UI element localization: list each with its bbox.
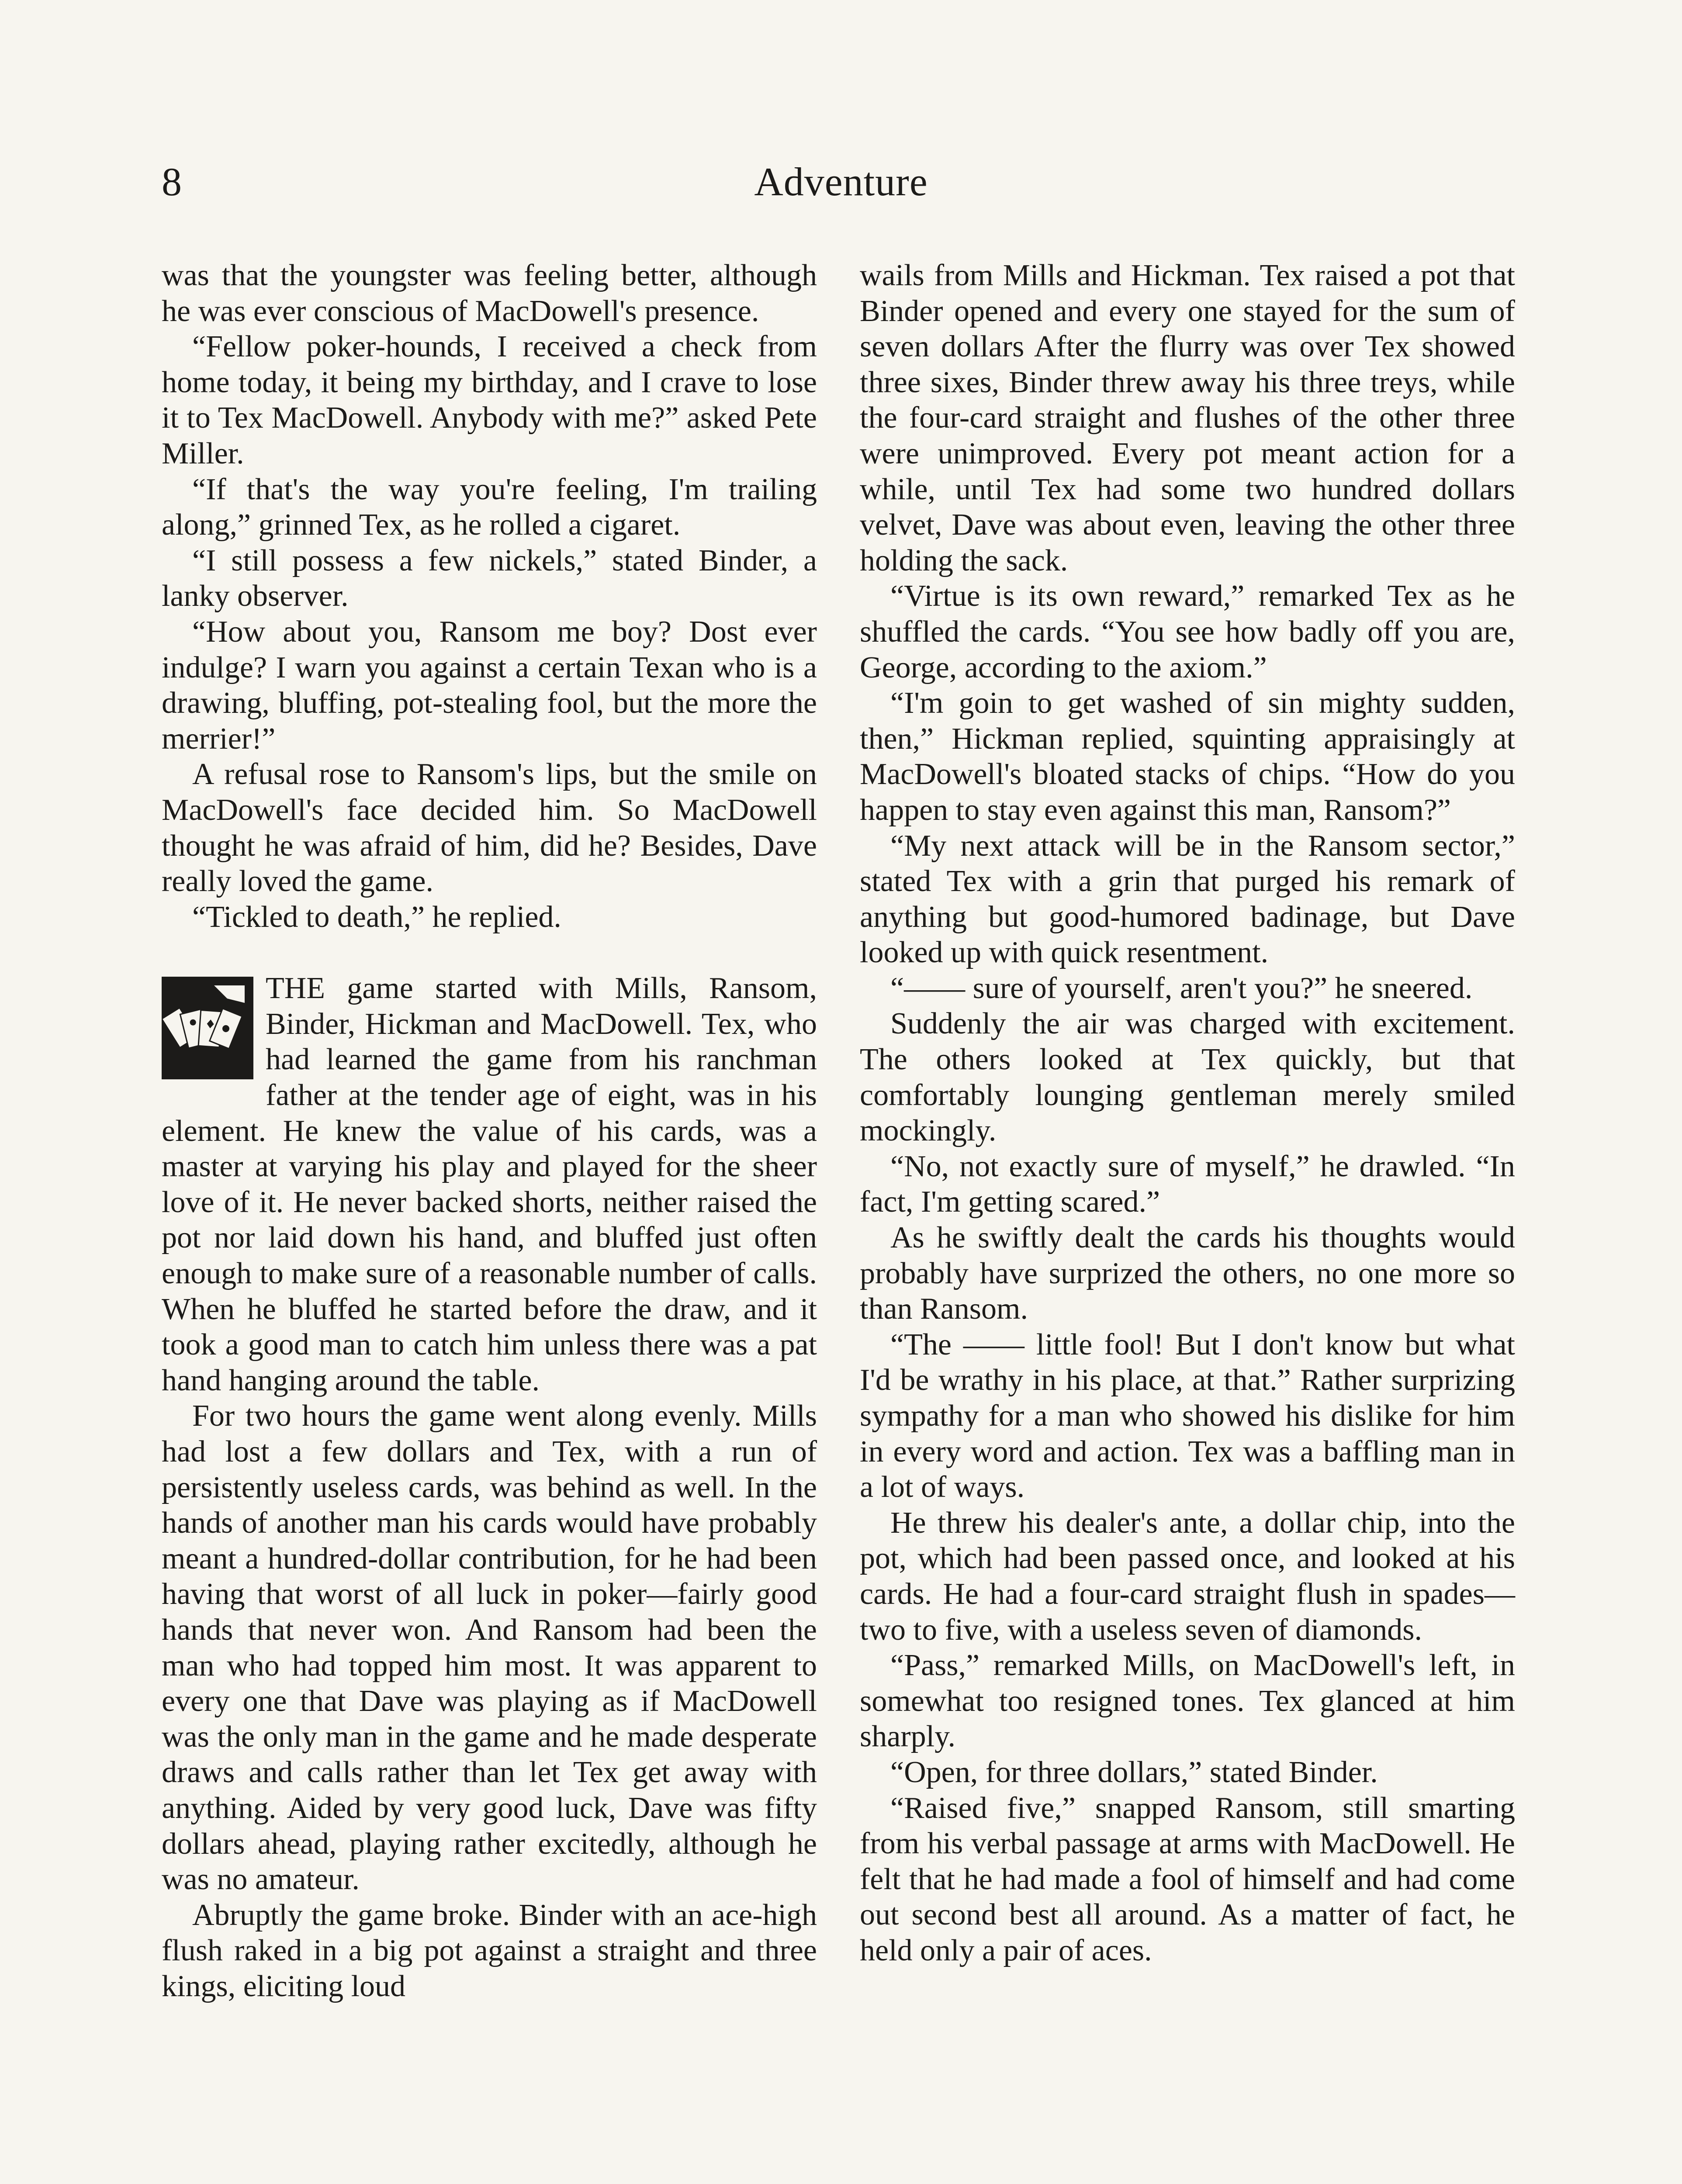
running-head: Adventure bbox=[754, 159, 928, 204]
paragraph: Abruptly the game broke. Binder with an ace-high flush raked in a big pot against a straight and three kings, eliciting loud bbox=[162, 1898, 817, 2003]
paragraph: “I still possess a few nickels,” stated Binder, a lanky observer. bbox=[162, 543, 817, 613]
paragraph: “No, not exactly sure of myself,” he drawled. “In fact, I'm getting scared.” bbox=[860, 1149, 1515, 1219]
paragraph: wails from Mills and Hickman. Tex raised a pot that Binder opened and every one stayed for the sum of seven dollars After the flurry was over Tex showed three sixes, Binder threw away his three treys, while the four-card straight and flushes of the other three were unimproved. Every pot meant action for a while, until Tex had some two hundred dollars velvet, Dave was about even, leaving the other three holding the sack. bbox=[860, 259, 1515, 577]
paragraph: “I'm goin to get washed of sin mighty sudden, then,” Hickman replied, squinting appraisingly at MacDowell's bloated stacks of chips. “How do you happen to stay even against this man, Ransom?” bbox=[860, 686, 1515, 827]
paragraph: “If that's the way you're feeling, I'm trailing along,” grinned Tex, as he rolled a cigaret. bbox=[162, 472, 817, 542]
paragraph: As he swiftly dealt the cards his thoughts would probably have surprized the others, no one more so than Ransom. bbox=[860, 1221, 1515, 1326]
paragraph: Suddenly the air was charged with excitement. The others looked at Tex quickly, but that comfortably lounging gentleman merely smiled mockingly. bbox=[860, 1007, 1515, 1148]
paragraph: THE game started with Mills, Ransom, Binder, Hickman and MacDowell. Tex, who had learned the game from his ranchman father at the tender age of eight, was in his element. He knew the value of his cards, was a master at varying his play and played for the sheer love of it. He never backed shorts, neither raised the pot nor laid down his hand, and bluffed just often enough to make sure of a reasonable number of calls. When he bluffed he started before the draw, and it took a good man to catch him unless there was a pat hand hanging around the table. bbox=[162, 971, 817, 1397]
page-number: 8 bbox=[162, 159, 182, 204]
paragraph: “Raised five,” snapped Ransom, still smarting from his verbal passage at arms with MacDowell. He felt that he had made a fool of himself and had come out second best all around. As a matter of fact, he held only a pair of aces. bbox=[860, 1791, 1515, 1967]
playing-cards-icon bbox=[162, 977, 253, 1079]
paragraph: “How about you, Ransom me boy? Dost ever indulge? I warn you against a certain Texan who is a drawing, bluffing, pot-stealing fool, but the more the merrier!” bbox=[162, 615, 817, 756]
left-column bbox=[162, 258, 817, 2004]
paragraph: “—— sure of yourself, aren't you?” he sneered. bbox=[890, 971, 1473, 1005]
paragraph: “My next attack will be in the Ransom sector,” stated Tex with a grin that purged his remark of anything but good-humored badinage, but Dave looked up with quick resentment. bbox=[860, 829, 1515, 970]
section-break bbox=[162, 935, 817, 971]
right-column bbox=[860, 258, 1515, 1969]
paragraph: “Pass,” remarked Mills, on MacDowell's left, in somewhat too resigned tones. Tex glanced at him sharply. bbox=[860, 1648, 1515, 1754]
paragraph: “The —— little fool! But I don't know but what I'd be wrathy in his place, at that.” Rather surprizing sympathy for a man who showed his dislike for him in every word and action. Tex was a baffling man in a lot of ways. bbox=[860, 1327, 1515, 1504]
paragraph: “Tickled to death,” he replied. bbox=[192, 900, 561, 934]
paragraph: A refusal rose to Ransom's lips, but the smile on MacDowell's face decided him. So MacDowell thought he was afraid of him, did he? Besides, Dave really loved the game. bbox=[162, 757, 817, 898]
paragraph: He threw his dealer's ante, a dollar chip, into the pot, which had been passed once, and looked at his cards. He had a four-card straight flush in spades—two to five, with a useless seven of diamonds. bbox=[860, 1506, 1515, 1647]
paragraph: “Fellow poker-hounds, I received a check from home today, it being my birthday, and I crave to lose it to Tex MacDowell. Anybody with me?” asked Pete Miller. bbox=[162, 330, 817, 470]
paragraph: “Open, for three dollars,” stated Binder. bbox=[890, 1755, 1378, 1789]
paragraph: “Virtue is its own reward,” remarked Tex as he shuffled the cards. “You see how badly off you are, George, according to the axiom.” bbox=[860, 579, 1515, 684]
paragraph: was that the youngster was feeling better, although he was ever conscious of MacDowell's presence. bbox=[162, 259, 817, 328]
paragraph: For two hours the game went along evenly. Mills had lost a few dollars and Tex, with a run of persistently useless cards, was behind as well. In the hands of another man his cards would have probably meant a hundred-dollar contribution, for he had been having that worst of all luck in poker—fairly good hands that never won. And Ransom had been the man who had topped him most. It was apparent to every one that Dave was playing as if MacDowell was the only man in the game and he made desperate draws and calls rather than let Tex get away with anything. Aided by very good luck, Dave was fifty dollars ahead, playing rather excitedly, although he was no amateur. bbox=[162, 1399, 817, 1897]
